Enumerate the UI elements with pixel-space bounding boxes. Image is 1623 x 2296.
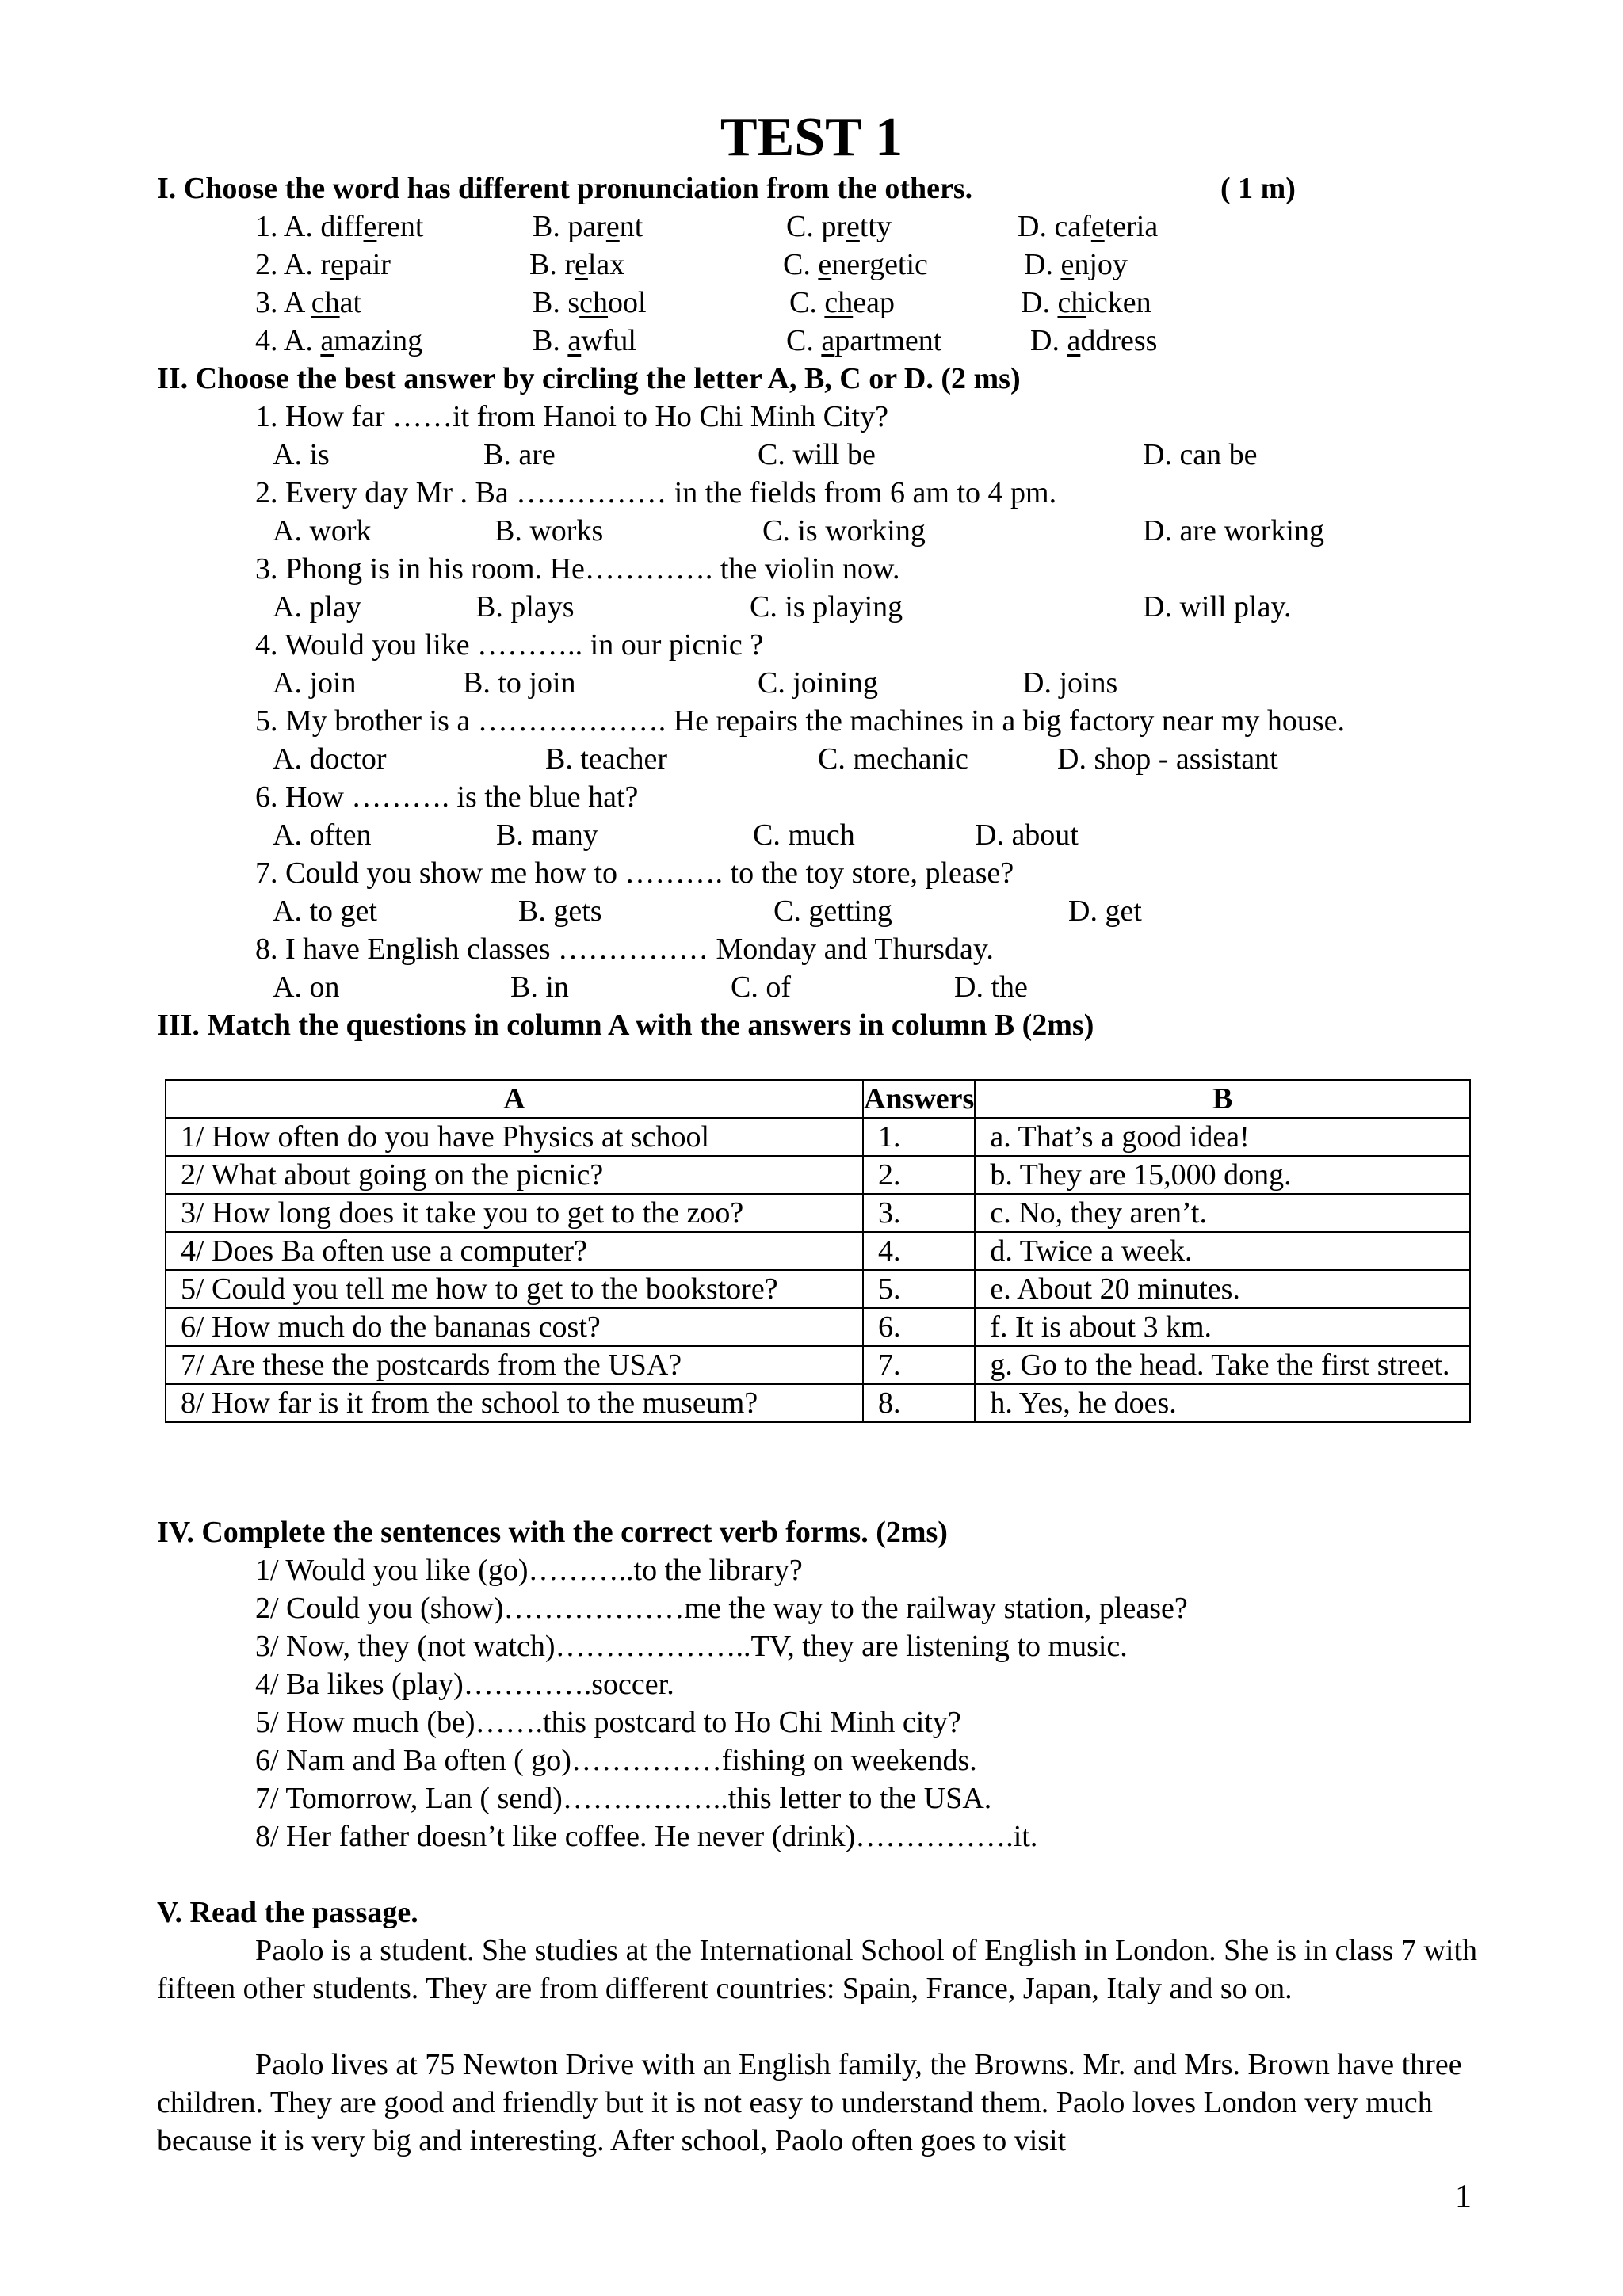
- column-a-header: A: [166, 1080, 863, 1118]
- verb-form-item: 1/ Would you like (go)………..to the library?: [255, 1554, 803, 1587]
- section-3-heading: III. Match the questions in column A with the answers in column B (2ms): [157, 1009, 1094, 1042]
- option-c: C. will be: [758, 438, 876, 471]
- table-row: [166, 1270, 1470, 1308]
- option-d: D. joins: [1022, 666, 1118, 700]
- option: 3. A chat: [255, 286, 362, 319]
- verb-form-item: 5/ How much (be)…….this postcard to Ho Chi Minh city?: [255, 1706, 961, 1739]
- question-cell: 4/ Does Ba often use a computer?: [166, 1232, 863, 1270]
- answer-cell: f. It is about 3 km.: [975, 1308, 1470, 1346]
- option-c: C. much: [753, 818, 855, 852]
- option-b: B. teacher: [545, 742, 668, 776]
- option: C. pretty: [786, 210, 892, 243]
- answer-cell: c. No, they aren’t.: [975, 1194, 1470, 1232]
- table-row: [166, 1156, 1470, 1194]
- option-c: C. is playing: [750, 590, 903, 624]
- question-cell: 3/ How long does it take you to get to the zoo?: [166, 1194, 863, 1232]
- option: B. awful: [533, 324, 636, 357]
- table-row: [166, 1194, 1470, 1232]
- option: B. school: [533, 286, 647, 319]
- option-b: B. gets: [518, 894, 602, 928]
- option: C. apartment: [786, 324, 942, 357]
- answer-number-cell: 6.: [863, 1308, 975, 1346]
- option-c: C. of: [731, 971, 791, 1004]
- section-1-mark: ( 1 m): [1220, 172, 1296, 205]
- answer-number-cell: 4.: [863, 1232, 975, 1270]
- option: C. cheap: [789, 286, 895, 319]
- answer-number-cell: 5.: [863, 1270, 975, 1308]
- option-b: B. plays: [475, 590, 575, 624]
- verb-form-item: 7/ Tomorrow, Lan ( send)……………..this letter to the USA.: [255, 1782, 992, 1815]
- answer-cell: h. Yes, he does.: [975, 1384, 1470, 1422]
- question: 4. Would you like ……….. in our picnic ?: [255, 628, 764, 662]
- page-number: 1: [1455, 2179, 1472, 2215]
- option: B. parent: [533, 210, 643, 243]
- passage-paragraph-1: Paolo is a student. She studies at the International School of English in London. She is in class 7 with fifteen other students. They are from different countries: Spain, France, Japan, Italy and so on.: [157, 1934, 1478, 2005]
- verb-form-item: 6/ Nam and Ba often ( go)……………fishing on weekends.: [255, 1744, 977, 1777]
- question-cell: 1/ How often do you have Physics at school: [166, 1118, 863, 1156]
- option-a: A. join: [273, 666, 357, 700]
- option-a: A. often: [273, 818, 372, 852]
- question-cell: 5/ Could you tell me how to get to the bookstore?: [166, 1270, 863, 1308]
- option-d: D. get: [1068, 894, 1142, 928]
- option-d: D. are working: [1143, 514, 1324, 547]
- answer-cell: e. About 20 minutes.: [975, 1270, 1470, 1308]
- answer-cell: d. Twice a week.: [975, 1232, 1470, 1270]
- option-a: A. is: [273, 438, 330, 471]
- option: 2. A. repair: [255, 248, 391, 281]
- verb-form-item: 8/ Her father doesn’t like coffee. He never (drink)…………….it.: [255, 1820, 1038, 1853]
- question: 2. Every day Mr . Ba …………… in the fields from 6 am to 4 pm.: [255, 476, 1057, 509]
- question: 6. How ………. is the blue hat?: [255, 780, 639, 814]
- answer-cell: b. They are 15,000 dong.: [975, 1156, 1470, 1194]
- question: 1. How far ……it from Hanoi to Ho Chi Minh City?: [255, 400, 888, 433]
- answer-cell: a. That’s a good idea!: [975, 1118, 1470, 1156]
- question-cell: 8/ How far is it from the school to the museum?: [166, 1384, 863, 1422]
- answers-header: Answers: [863, 1080, 975, 1118]
- option: C. energetic: [783, 248, 928, 281]
- question: 3. Phong is in his room. He…………. the violin now.: [255, 552, 900, 585]
- answer-number-cell: 7.: [863, 1346, 975, 1384]
- section-1-heading: I. Choose the word has different pronunciation from the others.: [157, 172, 973, 205]
- option-c: C. mechanic: [818, 742, 968, 776]
- option: D. chicken: [1021, 286, 1151, 319]
- option-d: D. will play.: [1143, 590, 1292, 624]
- column-b-header: B: [975, 1080, 1470, 1118]
- section-2-heading: II. Choose the best answer by circling the letter A, B, C or D. (2 ms): [157, 362, 1021, 395]
- section-4-heading: IV. Complete the sentences with the correct verb forms. (2ms): [157, 1516, 948, 1549]
- option-a: A. play: [273, 590, 361, 624]
- option: 1. A. different: [255, 210, 424, 243]
- table-row: [166, 1118, 1470, 1156]
- option-d: D. the: [954, 971, 1028, 1004]
- option: 4. A. amazing: [255, 324, 423, 357]
- option-b: B. works: [495, 514, 604, 547]
- option: D. cafeteria: [1018, 210, 1159, 243]
- option-a: A. to get: [273, 894, 377, 928]
- answer-cell: g. Go to the head. Take the first street.: [975, 1346, 1470, 1384]
- answer-number-cell: 1.: [863, 1118, 975, 1156]
- table-header-row: [166, 1080, 1470, 1118]
- verb-form-item: 4/ Ba likes (play)………….soccer.: [255, 1668, 674, 1701]
- question-cell: 2/ What about going on the picnic?: [166, 1156, 863, 1194]
- option-a: A. on: [273, 971, 340, 1004]
- option-d: D. about: [975, 818, 1079, 852]
- option-b: B. many: [496, 818, 598, 852]
- question: 8. I have English classes …………… Monday and Thursday.: [255, 933, 994, 966]
- table-row: [166, 1346, 1470, 1384]
- option-b: B. to join: [463, 666, 576, 700]
- table-row: [166, 1384, 1470, 1422]
- table-row: [166, 1308, 1470, 1346]
- table-row: [166, 1232, 1470, 1270]
- answer-number-cell: 2.: [863, 1156, 975, 1194]
- question-cell: 7/ Are these the postcards from the USA?: [166, 1346, 863, 1384]
- option-c: C. getting: [773, 894, 892, 928]
- answer-number-cell: 8.: [863, 1384, 975, 1422]
- option-b: B. are: [483, 438, 556, 471]
- question-cell: 6/ How much do the bananas cost?: [166, 1308, 863, 1346]
- option-d: D. shop - assistant: [1057, 742, 1278, 776]
- answer-number-cell: 3.: [863, 1194, 975, 1232]
- option: D. enjoy: [1024, 248, 1128, 281]
- option-c: C. is working: [762, 514, 926, 547]
- option: D. address: [1030, 324, 1158, 357]
- verb-form-item: 3/ Now, they (not watch)………………..TV, they are listening to music.: [255, 1630, 1128, 1663]
- question: 5. My brother is a ………………. He repairs the machines in a big factory near my house.: [255, 704, 1346, 738]
- option-a: A. doctor: [273, 742, 387, 776]
- section-5-heading: V. Read the passage.: [157, 1896, 418, 1929]
- matching-table: [165, 1079, 1471, 1423]
- option: B. relax: [529, 248, 625, 281]
- verb-form-item: 2/ Could you (show)………………me the way to the railway station, please?: [255, 1592, 1188, 1625]
- option-c: C. joining: [758, 666, 879, 700]
- option-b: B. in: [510, 971, 569, 1004]
- passage-paragraph-2: Paolo lives at 75 Newton Drive with an English family, the Browns. Mr. and Mrs. Brown have three children. They are good and friendly but it is not easy to understand them. Paolo loves London very much because it is very big and interesting. After school, Paolo often goes to visit: [157, 2048, 1462, 2157]
- page-title: TEST 1: [720, 107, 903, 168]
- question: 7. Could you show me how to ………. to the toy store, please?: [255, 856, 1014, 890]
- option-d: D. can be: [1143, 438, 1258, 471]
- option-a: A. work: [273, 514, 372, 547]
